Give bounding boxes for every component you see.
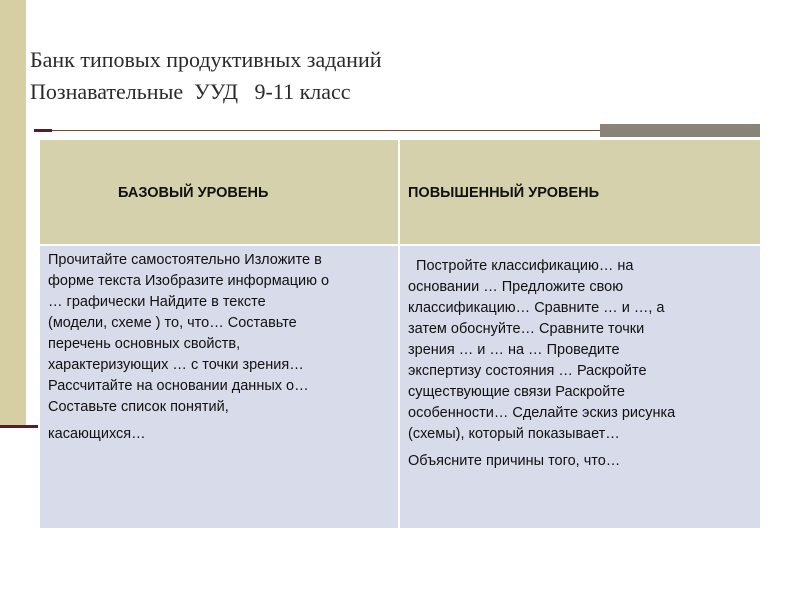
header-advanced-level <box>399 139 761 245</box>
advanced-line: (схемы), который показывает… <box>408 426 620 442</box>
basic-line: характеризующих … с точки зрения… <box>48 357 304 373</box>
advanced-line: основании … Предложите свою <box>408 279 624 295</box>
advanced-line: затем обоснуйте… Сравните точки <box>408 321 645 337</box>
table-row <box>39 245 761 529</box>
basic-line: форме текста Изобразите информацию о <box>48 273 330 289</box>
header-advanced-label: ПОВЫШЕННЫЙ УРОВЕНЬ <box>408 185 600 201</box>
advanced-line: существующие связи Раскройте <box>408 384 625 400</box>
basic-line: (модели, схеме ) то, что… Составьте <box>48 315 297 331</box>
advanced-last-line: Объясните причины того, что… <box>408 453 621 469</box>
basic-line: Составьте список понятий, <box>48 399 229 415</box>
left-decor-bar <box>0 0 26 425</box>
advanced-line: классификацию… Сравните … и …, а <box>408 300 665 316</box>
table-header-row <box>39 139 761 245</box>
page-title <box>30 44 630 108</box>
tasks-table <box>38 138 762 530</box>
advanced-level-tasks <box>399 245 761 529</box>
basic-level-tasks <box>39 245 399 529</box>
basic-last-line: касающихся… <box>48 426 146 442</box>
title-line-2: Познавательные УУД 9-11 класс <box>30 79 351 104</box>
title-line-1: Банк типовых продуктивных заданий <box>30 47 382 72</box>
header-basic-level <box>39 139 399 245</box>
basic-line: … графически Найдите в тексте <box>48 294 266 310</box>
advanced-line: зрения … и … на … Проведите <box>408 342 620 358</box>
divider-accent-block <box>600 124 760 137</box>
advanced-line: особенности… Сделайте эскиз рисунка <box>408 405 676 421</box>
basic-line: перечень основных свойств, <box>48 336 241 352</box>
divider-accent-left <box>34 129 52 132</box>
basic-line: Прочитайте самостоятельно Изложите в <box>48 252 322 268</box>
advanced-line: экспертизу состояния … Раскройте <box>408 363 647 379</box>
advanced-line: Постройте классификацию… на <box>408 258 634 274</box>
header-basic-label: БАЗОВЫЙ УРОВЕНЬ <box>118 185 269 201</box>
basic-line: Рассчитайте на основании данных о… <box>48 378 309 394</box>
